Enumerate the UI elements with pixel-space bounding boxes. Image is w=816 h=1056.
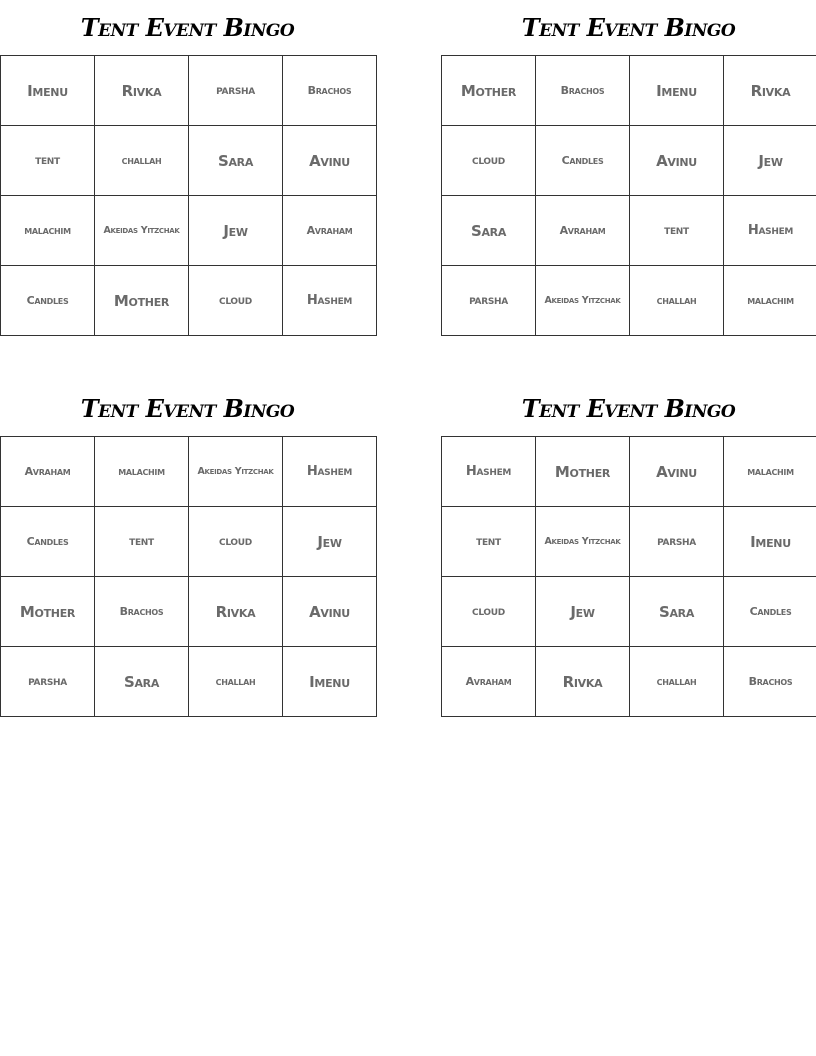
bingo-cell: Avinu xyxy=(630,437,724,507)
bingo-cell: malachim xyxy=(95,437,189,507)
bingo-cell: Brachos xyxy=(724,647,816,717)
bingo-cell: tent xyxy=(1,126,95,196)
bingo-grid xyxy=(441,436,816,717)
bingo-cell: tent xyxy=(95,507,189,577)
bingo-grid xyxy=(0,55,377,336)
bingo-cell: Akeidas Yitzchak xyxy=(536,507,630,577)
card-title: Tent Event Bingo xyxy=(80,394,295,423)
bingo-cell: Mother xyxy=(442,56,536,126)
bingo-cell: Akeidas Yitzchak xyxy=(189,437,283,507)
card-title: Tent Event Bingo xyxy=(521,394,736,423)
bingo-cell: Candles xyxy=(536,126,630,196)
bingo-cell: parsha xyxy=(189,56,283,126)
bingo-cell: tent xyxy=(442,507,536,577)
bingo-cell: cloud xyxy=(442,577,536,647)
bingo-cell: parsha xyxy=(442,266,536,336)
card-title: Tent Event Bingo xyxy=(521,13,736,42)
bingo-cell: Imenu xyxy=(1,56,95,126)
bingo-cell: tent xyxy=(630,196,724,266)
bingo-cell: parsha xyxy=(1,647,95,717)
bingo-cell: Rivka xyxy=(724,56,816,126)
bingo-cell: Jew xyxy=(724,126,816,196)
bingo-cell: challah xyxy=(189,647,283,717)
card-title: Tent Event Bingo xyxy=(80,13,295,42)
bingo-cell: Imenu xyxy=(724,507,816,577)
bingo-card-1 xyxy=(0,0,375,310)
bingo-cell: Mother xyxy=(1,577,95,647)
bingo-cell: Sara xyxy=(95,647,189,717)
bingo-card-3 xyxy=(0,381,375,691)
bingo-cell: Mother xyxy=(536,437,630,507)
bingo-cell: malachim xyxy=(1,196,95,266)
bingo-cell: challah xyxy=(630,647,724,717)
bingo-cell: challah xyxy=(630,266,724,336)
bingo-cell: Rivka xyxy=(95,56,189,126)
bingo-cell: Avraham xyxy=(536,196,630,266)
bingo-cell: Candles xyxy=(1,266,95,336)
bingo-cell: Akeidas Yitzchak xyxy=(95,196,189,266)
bingo-cell: Avinu xyxy=(630,126,724,196)
bingo-card-2 xyxy=(441,0,816,308)
bingo-cell: Candles xyxy=(724,577,816,647)
bingo-grid xyxy=(0,436,377,717)
bingo-cell: Brachos xyxy=(95,577,189,647)
bingo-card-4 xyxy=(441,381,816,691)
bingo-cell: Candles xyxy=(1,507,95,577)
bingo-cell: Sara xyxy=(189,126,283,196)
bingo-cell: Jew xyxy=(189,196,283,266)
bingo-cell: Hashem xyxy=(724,196,816,266)
bingo-cell: Mother xyxy=(95,266,189,336)
bingo-cell: malachim xyxy=(724,437,816,507)
bingo-cell: Jew xyxy=(283,507,377,577)
bingo-cell: Brachos xyxy=(283,56,377,126)
bingo-cell: Avinu xyxy=(283,126,377,196)
bingo-cell: Sara xyxy=(442,196,536,266)
bingo-grid xyxy=(441,55,816,336)
bingo-cell: parsha xyxy=(630,507,724,577)
bingo-cell: Avinu xyxy=(283,577,377,647)
bingo-cell: Avraham xyxy=(283,196,377,266)
bingo-cell: Sara xyxy=(630,577,724,647)
bingo-cell: cloud xyxy=(189,266,283,336)
bingo-cell: cloud xyxy=(189,507,283,577)
bingo-cell: cloud xyxy=(442,126,536,196)
bingo-cell: challah xyxy=(95,126,189,196)
bingo-cell: Imenu xyxy=(630,56,724,126)
bingo-cell: Jew xyxy=(536,577,630,647)
bingo-cell: Avraham xyxy=(442,647,536,717)
bingo-cell: Avraham xyxy=(1,437,95,507)
bingo-cell: Imenu xyxy=(283,647,377,717)
bingo-cell: Akeidas Yitzchak xyxy=(536,266,630,336)
bingo-cell: malachim xyxy=(724,266,816,336)
bingo-cell: Hashem xyxy=(283,266,377,336)
bingo-cell: Hashem xyxy=(442,437,536,507)
bingo-cell: Hashem xyxy=(283,437,377,507)
bingo-cell: Brachos xyxy=(536,56,630,126)
bingo-cell: Rivka xyxy=(189,577,283,647)
bingo-cell: Rivka xyxy=(536,647,630,717)
